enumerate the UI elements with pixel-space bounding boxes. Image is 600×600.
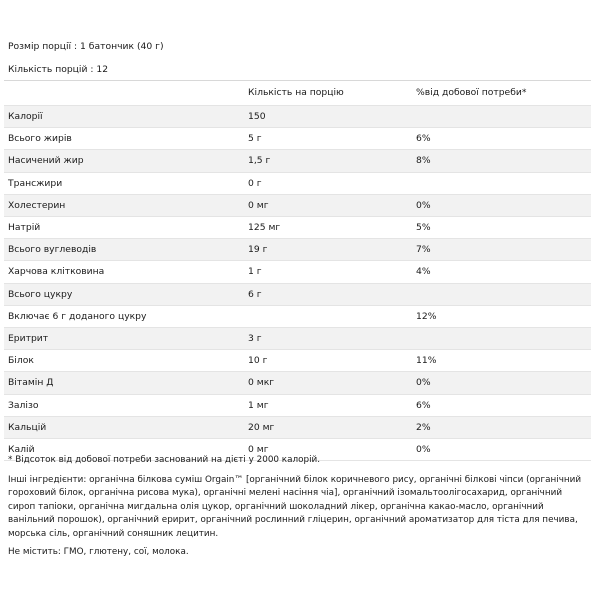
table-row <box>4 394 591 416</box>
nutrient-name: Всього цукру <box>4 283 244 305</box>
nutrient-name: Включає 6 г доданого цукру <box>4 305 244 327</box>
header-amount: Кількість на порцію <box>244 81 412 106</box>
table-row <box>4 261 591 283</box>
nutrient-daily-value: 11% <box>412 350 591 372</box>
nutrient-daily-value: 0% <box>412 194 591 216</box>
nutrient-daily-value: 4% <box>412 261 591 283</box>
table-row <box>4 217 591 239</box>
nutrient-amount <box>244 305 412 327</box>
nutrient-amount: 0 мг <box>244 439 412 461</box>
servings-count: Кількість порцій : 12 <box>8 64 109 75</box>
nutrient-amount: 1 г <box>244 261 412 283</box>
table-row <box>4 239 591 261</box>
nutrient-amount: 1 мг <box>244 394 412 416</box>
nutrient-name: Всього вуглеводів <box>4 239 244 261</box>
nutrient-name: Білок <box>4 350 244 372</box>
nutrition-table <box>4 80 591 461</box>
nutrient-daily-value: 6% <box>412 394 591 416</box>
nutrient-name: Насичений жир <box>4 150 244 172</box>
table-row <box>4 128 591 150</box>
nutrient-daily-value: 6% <box>412 128 591 150</box>
nutrient-amount: 3 г <box>244 328 412 350</box>
allergen-statement: Не містить: ГМО, глютену, сої, молока. <box>8 547 189 557</box>
nutrient-name: Калій <box>4 439 244 461</box>
header-nutrient <box>4 81 244 106</box>
nutrient-daily-value <box>412 328 591 350</box>
table-row <box>4 416 591 438</box>
table-row <box>4 328 591 350</box>
serving-size: Розмір порції : 1 батончик (40 г) <box>8 41 164 52</box>
nutrient-daily-value <box>412 172 591 194</box>
nutrient-amount: 0 мг <box>244 194 412 216</box>
nutrition-table-header <box>4 81 591 106</box>
nutrient-amount: 1,5 г <box>244 150 412 172</box>
table-row <box>4 172 591 194</box>
nutrient-amount: 125 мг <box>244 217 412 239</box>
nutrient-name: Натрій <box>4 217 244 239</box>
nutrient-name: Трансжири <box>4 172 244 194</box>
nutrient-name: Всього жирів <box>4 128 244 150</box>
daily-value-footnote: * Відсоток від добової потреби заснований на дієті у 2000 калорій. <box>8 455 321 465</box>
nutrient-amount: 10 г <box>244 350 412 372</box>
nutrient-name: Калорії <box>4 106 244 128</box>
table-row <box>4 350 591 372</box>
nutrient-name: Вітамін Д <box>4 372 244 394</box>
nutrient-amount: 0 г <box>244 172 412 194</box>
nutrient-name: Холестерин <box>4 194 244 216</box>
table-row <box>4 283 591 305</box>
nutrient-daily-value <box>412 106 591 128</box>
header-daily-value: %від добової потреби* <box>412 81 591 106</box>
nutrient-daily-value: 5% <box>412 217 591 239</box>
ingredients-text: Інші інгредієнти: органічна білкова суміш Orgain™ [органічний білок коричневого рису, органічні білкові чіпси (органічний гороховий білок, органічна рисова мука), органічні мелені насіння чіа], органічний ізомальтоолігосахарид, органічний сироп тапіоки, органічна мигдальна олія цукор, органічний шоколадний лікер, органічна какао-масло, органічний ванільний порошок), органічний еририт, органічний рослинний гліцерин, органічний ароматизатор для тіста для печива, морська сіль, органічний соняшник лецитин. <box>8 475 582 539</box>
nutrient-amount: 19 г <box>244 239 412 261</box>
nutrient-name: Еритрит <box>4 328 244 350</box>
table-row <box>4 150 591 172</box>
table-row <box>4 106 591 128</box>
nutrient-daily-value: 0% <box>412 439 591 461</box>
nutrient-amount: 0 мкг <box>244 372 412 394</box>
nutrient-name: Кальцій <box>4 416 244 438</box>
nutrient-daily-value: 7% <box>412 239 591 261</box>
nutrient-amount: 150 <box>244 106 412 128</box>
nutrient-daily-value: 0% <box>412 372 591 394</box>
nutrient-amount: 5 г <box>244 128 412 150</box>
nutrient-daily-value: 8% <box>412 150 591 172</box>
table-row <box>4 372 591 394</box>
table-row <box>4 305 591 327</box>
nutrient-daily-value: 12% <box>412 305 591 327</box>
nutrient-daily-value: 2% <box>412 416 591 438</box>
nutrient-name: Залізо <box>4 394 244 416</box>
nutrient-name: Харчова клітковина <box>4 261 244 283</box>
table-row <box>4 194 591 216</box>
nutrient-daily-value <box>412 283 591 305</box>
nutrient-amount: 6 г <box>244 283 412 305</box>
nutrient-amount: 20 мг <box>244 416 412 438</box>
